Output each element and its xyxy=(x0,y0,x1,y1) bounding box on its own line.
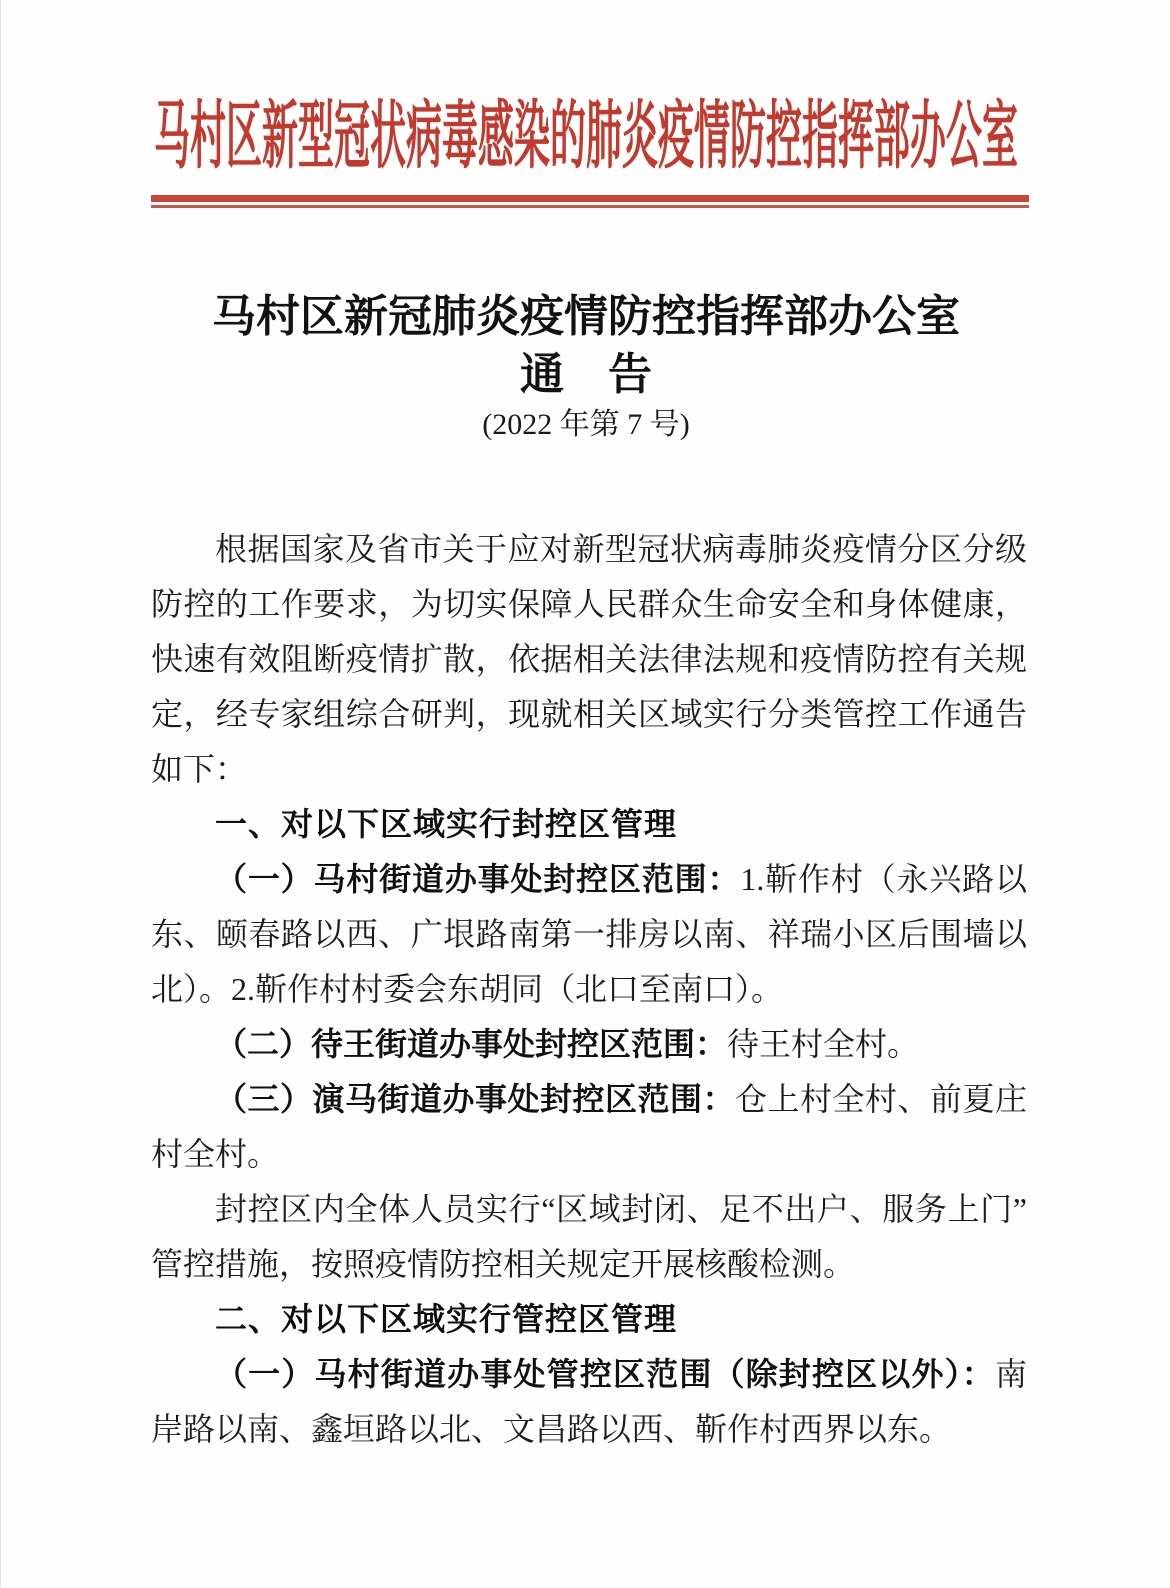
clause-text: 南岸路以南、鑫垣路以北、文昌路以西、靳作村西界以东。 xyxy=(151,1356,1027,1447)
body-paragraph xyxy=(151,1347,1027,1457)
letterhead-banner xyxy=(1,70,1170,192)
document-title-line1: 马村区新冠肺炎疫情防控指挥部办公室 xyxy=(212,292,960,341)
letterhead-title: 马村区新型冠状病毒感染的肺炎疫情防控指挥部办公室 xyxy=(153,95,1018,178)
body-paragraph xyxy=(151,1072,1027,1182)
clause-label: （三）演马街道办事处封控区范围： xyxy=(215,1081,735,1117)
body-paragraph xyxy=(151,522,1027,797)
body-paragraph xyxy=(151,852,1027,1017)
clause-text: 待王村全村。 xyxy=(727,1026,920,1062)
clause-text: 1.靳作村（永兴路以东、颐春路以西、广垠路南第一排房以南、祥瑞小区后围墙以北）。2.靳作村村委会东胡同（北口至南口）。 xyxy=(151,861,1027,1007)
clause-label: （一）马村街道办事处封控区范围： xyxy=(215,861,741,897)
divider-thick-rule xyxy=(151,195,1029,202)
section-heading: 二、对以下区域实行管控区管理 xyxy=(215,1301,678,1337)
document-body xyxy=(151,522,1027,1457)
document-title xyxy=(1,288,1170,404)
body-paragraph xyxy=(151,1017,1027,1072)
body-paragraph xyxy=(151,1182,1027,1292)
clause-label: （一）马村街道办事处管控区范围（除封控区以外）： xyxy=(215,1356,995,1392)
document-title-line2: 通 告 xyxy=(520,350,652,399)
issue-number: (2022 年第 7 号) xyxy=(482,408,690,441)
clause-label: （二）待王街道办事处封控区范围： xyxy=(215,1026,728,1062)
section-heading: 一、对以下区域实行封控区管理 xyxy=(215,806,678,842)
clause-text: 仓上村全村、前夏庄村全村。 xyxy=(151,1081,1027,1172)
clause-text: 根据国家及省市关于应对新型冠状病毒肺炎疫情分区分级防控的工作要求，为切实保障人民群众生命安全和身体健康，快速有效阻断疫情扩散，依据相关法律法规和疫情防控有关规定，经专家组综合研判，现就相关区域实行分类管控工作通告如下： xyxy=(151,531,1027,787)
clause-text: 封控区内全体人员实行“区域封闭、足不出户、服务上门”管控措施，按照疫情防控相关规定开展核酸检测。 xyxy=(151,1191,1027,1282)
divider-thin-rule xyxy=(151,205,1029,208)
letterhead-divider xyxy=(151,195,1029,208)
